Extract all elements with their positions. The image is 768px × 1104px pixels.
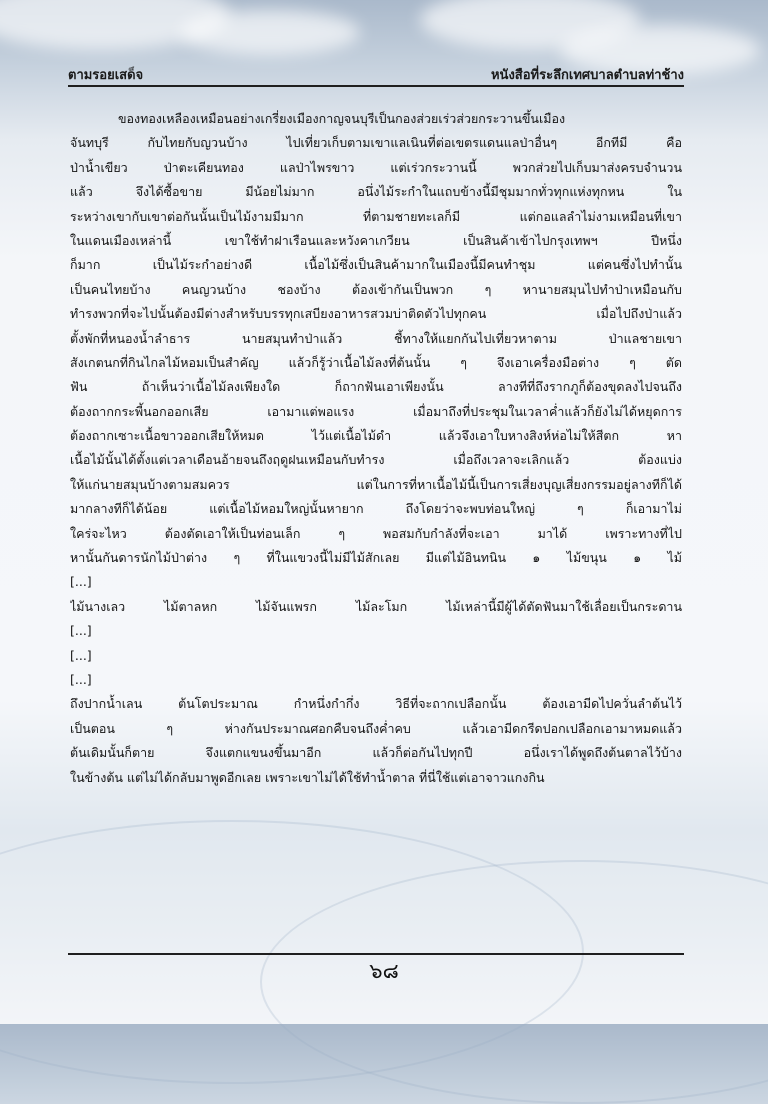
text-line: ให้แก่นายสมุนบ้างตามสมควร แต่ในการที่หาเนื้อไม้นี้เป็นการเสี่ยงบุญเสี่ยงกรรมอยู่ลางทีก็ได้ (70, 476, 682, 492)
text-line-illegible: [...] (70, 574, 92, 590)
text-line: เป็นคนไทยบ้าง คนญวนบ้าง ชองบ้าง ต้องเข้ากันเป็นพวก ๆ หานายสมุนไปทำป่าเหมือนกับ (70, 281, 682, 297)
text-line: ก็มาก เป็นไม้ระกำอย่างดี เนื้อไม้ซึ่งเป็นสินค้ามากในเมืองนี้มีคนทำชุม แต่คนซึ่งไปทำนั้น (70, 257, 682, 273)
text-line: ป่าน้ำเขียว ป่าตะเคียนทอง แลป่าไพรขาว แต่เร่วกระวานนี้ พวกส่วยไปเก็บมาส่งครบจำนวน (70, 159, 682, 175)
cloud-decoration (180, 10, 360, 55)
running-header (68, 64, 684, 82)
header-rule (68, 85, 684, 87)
text-line: ของทองเหลืองเหมือนอย่างเกรี่ยงเมืองกาญจนบุรีเป็นกองส่วยเร่วส่วยกระวานขึ้นเมือง (118, 111, 566, 126)
text-line: ระหว่างเขากับเขาต่อกันนั้นเป็นไม้งามมีมาก ที่ตามชายทะเลก็มี แต่กอแลลำไม่งามเหมือนที่เขา (70, 208, 682, 224)
text-line: ต้องถากกระพี้นอกออกเสีย เอามาแต่พอแรง เมื่อมาถึงที่ประชุมในเวลาค่ำแล้วก็ยังไม่ได้หยุดการ (70, 403, 682, 419)
text-line: จันทบุรี กับไทยกับญวนบ้าง ไปเที่ยวเก็บตามเขาแลเนินที่ต่อเขตรแดนแลป่าอื่นๆ อีกทีมี คือ (70, 135, 682, 151)
page-number: ๖๘ (369, 959, 399, 983)
running-header-right: หนังสือที่ระลึกเทศบาลตำบลท่าช้าง (490, 68, 684, 83)
text-line: ต้นเดิมนั้นก็ตาย จึงแตกแขนงขึ้นมาอีก แล้วก็ต่อกันไปทุกปี อนึ่งเราได้พูดถึงต้นตาลไว้บ้าง (70, 745, 682, 761)
text-line: หานั้นกันดารนักไม้ป่าต่าง ๆ ที่ในแขวงนี้ไม่มีไม้สักเลย มีแต่ไม้อินทนิน ๑ ไม้ขนุน ๑ ไม้ (70, 550, 682, 566)
text-line: เนื้อไม้นั้นได้ตั้งแต่เวลาเดือนอ้ายจนถึงฤดูฝนเหมือนกับทำรง เมื่อถึงเวลาจะเลิกแล้ว ต้องแบ่ง (70, 452, 682, 468)
text-line-illegible: [...] (70, 671, 92, 687)
text-line: แล้ว จึงได้ซื้อขาย มีน้อยไม่มาก อนึ่งไม้ระกำในแถบข้างนี้มีชุมมากทั่วทุกแห่งทุกหน ใน (70, 184, 682, 200)
text-line: ต้องถากเซาะเนื้อขาวออกเสียให้หมด ไว้แต่เนื้อไม้ดำ แล้วจึงเอาใบหางสิงห์ห่อไม่ให้สีตก หา (70, 428, 682, 444)
running-header-left: ตามรอยเสด็จ (68, 68, 144, 83)
text-line-illegible: [...] (70, 647, 92, 663)
text-line: ไม้นางเลว ไม้ตาลหก ไม้จันแพรก ไม้ละโมก ไม้เหล่านี้มีผู้ได้ตัดฟันมาใช้เลื่อยเป็นกระดาน (70, 598, 682, 614)
text-line: ตั้งพักที่หนองน้ำลำธาร นายสมุนทำป่าแล้ว ชี้ทางให้แยกกันไปเที่ยวหาตาม ป่าแลชายเขา (70, 330, 682, 346)
text-line: ใคร่จะไหว ต้องตัดเอาให้เป็นท่อนเล็ก ๆ พอสมกับกำลังที่จะเอา มาได้ เพราะทางที่ไป (70, 525, 682, 541)
text-line: ทำรงพวกที่จะไปนั้นต้องมีต่างสำหรับบรรทุกเสบียงอาหารสวมบ่าติดตัวไปทุกคน เมื่อไปถึงป่าแล้ว (70, 306, 682, 322)
text-line-illegible: [...] (70, 623, 92, 639)
text-line: สังเกตนกที่กินไกลไม้หอมเป็นสำคัญ แล้วก็รู้ว่าเนื้อไม้ลงที่ต้นนั้น ๆ จึงเอาเครื่องมือต่าง ๆ ตัด (70, 354, 682, 370)
text-line: ฟัน ถ้าเห็นว่าเนื้อไม้ลงเพียงใด ก็ถากฟันเอาเพียงนั้น ลางทีที่ถึงรากภูก็ต้องขุดลงไปจนถึง (70, 379, 682, 395)
text-line: มากลางทีก็ได้น้อย แต่เนื้อไม้หอมใหญ่นั้นหายาก ถึงโดยว่าจะพบท่อนใหญ่ ๆ ก็เอามาไม่ (70, 501, 682, 517)
body-text (70, 107, 682, 807)
text-line: ในข้างต้น แต่ไม่ได้กลับมาพูดอีกเลย เพราะเขาไม่ได้ใช้ทำน้ำตาล ที่นี่ใช้แต่เอาจาวแกงกิน (70, 769, 545, 785)
text-line: ถึงปากน้ำเลน ต้นโตประมาณ กำหนึ่งกำกึ่ง วิธีที่จะถากเปลือกนั้น ต้องเอามีดไปควั่นลำต้นไว้ (70, 696, 682, 712)
text-line: ในแดนเมืองเหล่านี้ เขาใช้ทำฝาเรือนและหวังคาเกวียน เป็นสินค้าเข้าไปกรุงเทพฯ ปีหนึ่ง (70, 232, 682, 248)
text-line: เป็นตอน ๆ ห่างกันประมาณศอกคืบจนถึงค่ำคบ แล้วเอามีดกรีดปอกเปลือกเอามาหมดแล้ว (70, 720, 682, 736)
